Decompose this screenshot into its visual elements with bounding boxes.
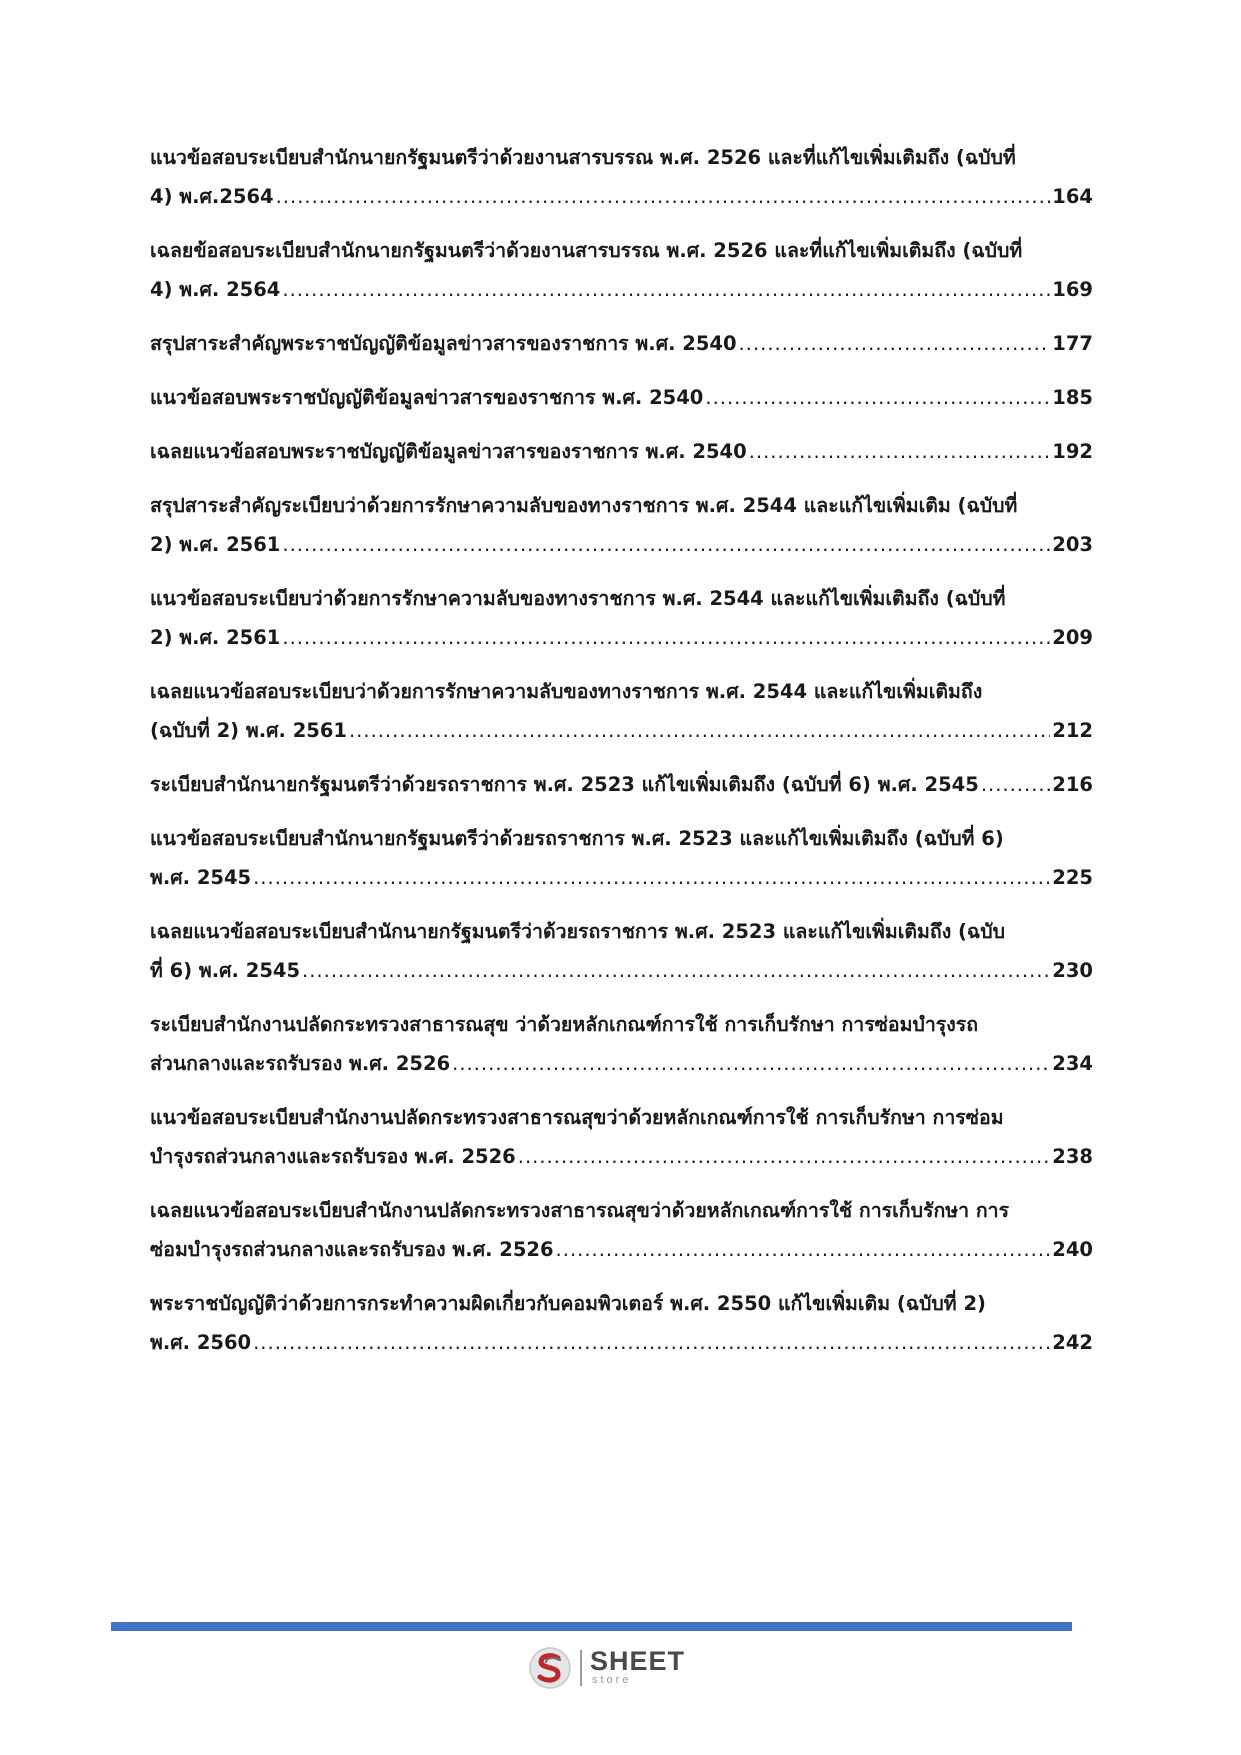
toc-entry-title-cont: พ.ศ. 2545 <box>150 866 252 889</box>
toc-entry-title: ระเบียบสำนักงานปลัดกระทรวงสาธารณสุข ว่าด้วยหลักเกณฑ์การใช้ การเก็บรักษา การซ่อมบำรุงรถ <box>150 1013 979 1036</box>
dot-leader <box>253 1323 1050 1363</box>
toc-entry-title-cont: ที่ 6) พ.ศ. 2545 <box>150 959 301 982</box>
dot-leader <box>749 432 1051 472</box>
dot-leader <box>276 177 1051 217</box>
toc-entry-title-cont: พ.ศ. 2560 <box>150 1331 252 1354</box>
toc-page-number: 238 <box>1052 1145 1093 1168</box>
dot-leader <box>981 765 1050 805</box>
dot-leader <box>739 324 1051 364</box>
toc-page-number: 164 <box>1052 185 1093 208</box>
toc-page-number: 177 <box>1052 332 1093 355</box>
toc-page-number: 242 <box>1052 1331 1093 1354</box>
dot-leader <box>282 525 1050 565</box>
toc-page-number: 234 <box>1052 1052 1093 1075</box>
sheet-store-logo <box>528 1646 688 1690</box>
dot-leader <box>302 951 1050 991</box>
dot-leader <box>452 1044 1050 1084</box>
toc-entry-title: แนวข้อสอบระเบียบว่าด้วยการรักษาความลับของทางราชการ พ.ศ. 2544 และแก้ไขเพิ่มเติมถึง (ฉบับที่ <box>150 587 1006 610</box>
toc-entry-title-cont: 4) พ.ศ. 2564 <box>150 278 281 301</box>
toc-entry-title: แนวข้อสอบระเบียบสำนักงานปลัดกระทรวงสาธารณสุขว่าด้วยหลักเกณฑ์การใช้ การเก็บรักษา การซ่อม <box>150 1106 1004 1129</box>
toc-entry-title: แนวข้อสอบระเบียบสำนักนายกรัฐมนตรีว่าด้วยงานสารบรรณ พ.ศ. 2526 และที่แก้ไขเพิ่มเติมถึง (ฉบับที่ <box>150 146 1016 169</box>
toc-entry-title: เฉลยแนวข้อสอบระเบียบสำนักนายกรัฐมนตรีว่าด้วยรถราชการ พ.ศ. 2523 และแก้ไขเพิ่มเติมถึง (ฉบับ <box>150 920 1005 943</box>
toc-entry-title: พระราชบัญญัติว่าด้วยการกระทำความผิดเกี่ยวกับคอมพิวเตอร์ พ.ศ. 2550 แก้ไขเพิ่มเติม (ฉบับที่ 2) <box>150 1292 986 1315</box>
toc-entry-title: แนวข้อสอบพระราชบัญญัติข้อมูลข่าวสารของราชการ พ.ศ. 2540 <box>150 386 704 409</box>
footer-rule <box>111 1622 1072 1631</box>
toc-entry-title-cont: บำรุงรถส่วนกลางและรถรับรอง พ.ศ. 2526 <box>150 1145 516 1168</box>
toc-entry-title-cont: ส่วนกลางและรถรับรอง พ.ศ. 2526 <box>150 1052 451 1075</box>
toc-page-number: 203 <box>1052 533 1093 556</box>
toc-page-number: 216 <box>1052 773 1093 796</box>
dot-leader <box>556 1230 1051 1270</box>
toc-entry-title: สรุปสาระสำคัญระเบียบว่าด้วยการรักษาความลับของทางราชการ พ.ศ. 2544 และแก้ไขเพิ่มเติม (ฉบับที่ <box>150 494 1018 517</box>
toc-page-number: 209 <box>1052 626 1093 649</box>
dot-leader <box>282 618 1050 658</box>
logo-subtitle: store <box>592 1674 632 1686</box>
toc-page-number: 212 <box>1052 719 1093 742</box>
toc-entry-title: แนวข้อสอบระเบียบสำนักนายกรัฐมนตรีว่าด้วยรถราชการ พ.ศ. 2523 และแก้ไขเพิ่มเติมถึง (ฉบับที่ 6) <box>150 827 1004 850</box>
toc-entry-title-cont: 2) พ.ศ. 2561 <box>150 533 281 556</box>
toc-page-number: 225 <box>1052 866 1093 889</box>
toc-page-number: 230 <box>1052 959 1093 982</box>
logo-separator <box>580 1650 582 1686</box>
toc-page-number: 169 <box>1052 278 1093 301</box>
dot-leader <box>282 270 1050 310</box>
logo-wordmark: SHEET <box>590 1646 686 1676</box>
dot-leader <box>518 1137 1051 1177</box>
dot-leader <box>253 858 1050 898</box>
toc-entry-title-cont: 2) พ.ศ. 2561 <box>150 626 281 649</box>
toc-page-number: 185 <box>1052 386 1093 409</box>
toc-entry-title: เฉลยแนวข้อสอบพระราชบัญญัติข้อมูลข่าวสารของราชการ พ.ศ. 2540 <box>150 440 747 463</box>
sheet-store-s-icon <box>528 1646 572 1690</box>
dot-leader <box>705 378 1050 418</box>
toc-entry-title: เฉลยแนวข้อสอบระเบียบสำนักงานปลัดกระทรวงสาธารณสุขว่าด้วยหลักเกณฑ์การใช้ การเก็บรักษา การ <box>150 1199 1010 1222</box>
toc-page-number: 240 <box>1052 1238 1093 1261</box>
toc-entry-title: ระเบียบสำนักนายกรัฐมนตรีว่าด้วยรถราชการ พ.ศ. 2523 แก้ไขเพิ่มเติมถึง (ฉบับที่ 6) พ.ศ. 2545 <box>150 773 979 796</box>
toc-page-number: 192 <box>1052 440 1093 463</box>
toc-entry-title-cont: ซ่อมบำรุงรถส่วนกลางและรถรับรอง พ.ศ. 2526 <box>150 1238 554 1261</box>
toc-entry-title-cont: 4) พ.ศ.2564 <box>150 185 274 208</box>
toc-entry-title-cont: (ฉบับที่ 2) พ.ศ. 2561 <box>150 719 347 742</box>
dot-leader <box>349 711 1050 751</box>
toc-entry-title: เฉลยแนวข้อสอบระเบียบว่าด้วยการรักษาความลับของทางราชการ พ.ศ. 2544 และแก้ไขเพิ่มเติมถึง <box>150 680 983 703</box>
toc-entry-title: สรุปสาระสำคัญพระราชบัญญัติข้อมูลข่าวสารของราชการ พ.ศ. 2540 <box>150 332 737 355</box>
toc-entry-title: เฉลยข้อสอบระเบียบสำนักนายกรัฐมนตรีว่าด้วยงานสารบรรณ พ.ศ. 2526 และที่แก้ไขเพิ่มเติมถึง (ฉบับที่ <box>150 239 1023 262</box>
